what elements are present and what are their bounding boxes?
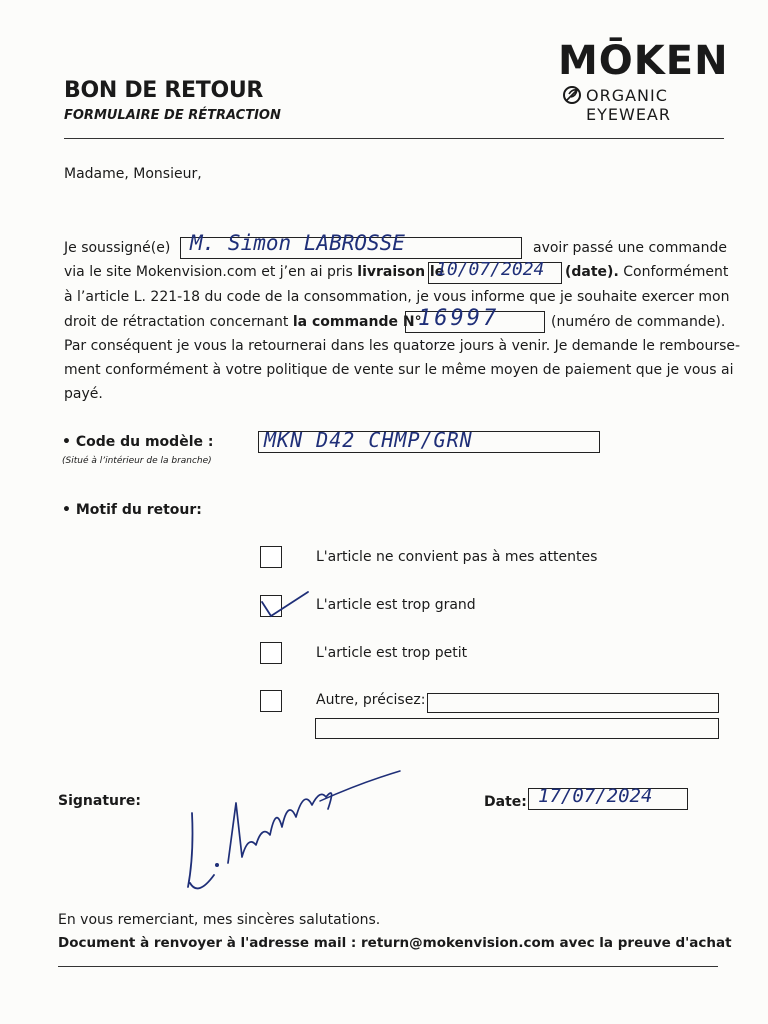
other-reason-field-2[interactable] xyxy=(315,718,719,739)
checkbox-too-small[interactable] xyxy=(260,642,282,664)
paragraph-line-2-end xyxy=(565,260,728,284)
header-divider xyxy=(64,138,724,139)
order-number-value: 16997 xyxy=(418,306,500,331)
paragraph-line-4c: (numéro de commande). xyxy=(551,314,726,330)
other-reason-field-1[interactable] xyxy=(427,693,719,713)
leaf-icon xyxy=(562,85,582,109)
paragraph-line-4a: droit de rétractation concernant xyxy=(64,314,293,330)
delivery-date-value: 10/07/2024 xyxy=(436,259,545,280)
paragraph-line-2c: (date). xyxy=(565,264,619,280)
form-subtitle: FORMULAIRE DE RÉTRACTION xyxy=(64,108,281,123)
closing-text: En vous remerciant, mes sincères salutations. xyxy=(58,912,381,928)
paragraph-line-2d: Conformément xyxy=(618,264,729,280)
option-too-small: L'article est trop petit xyxy=(316,645,468,661)
reason-label: • Motif du retour: xyxy=(62,502,202,518)
checkbox-not-suitable[interactable] xyxy=(260,546,282,568)
option-too-big: L'article est trop grand xyxy=(316,597,476,613)
paragraph-line-1a: Je soussigné(e) xyxy=(64,240,171,256)
footer-instructions: Document à renvoyer à l'adresse mail : return@mokenvision.com avec la preuve d'achat xyxy=(58,935,732,951)
logo-tagline: ORGANIC EYEWEAR xyxy=(586,86,671,124)
name-value: M. Simon LABROSSE xyxy=(190,231,405,255)
option-other: Autre, précisez: xyxy=(316,692,426,708)
model-code-value: MKN D42 CHMP/GRN xyxy=(264,428,473,452)
signature-date-value: 17/07/2024 xyxy=(538,785,653,807)
option-not-suitable: L'article ne convient pas à mes attentes xyxy=(316,549,598,565)
paragraph-line-2b: livraison le xyxy=(357,264,445,280)
paragraph-line-7: payé. xyxy=(64,386,103,402)
model-code-note: (Situé à l’intérieur de la branche) xyxy=(62,456,212,466)
paragraph-line-6: ment conformément à votre politique de vente sur le même moyen de paiement que je vous ai xyxy=(64,362,734,378)
checkmark-icon xyxy=(256,588,316,622)
footer-divider xyxy=(58,966,718,967)
moken-logo xyxy=(558,38,733,124)
paragraph-line-5: Par conséquent je vous la retournerai dans les quatorze jours à venir. Je demande le rembourse- xyxy=(64,338,741,354)
paragraph-line-2 xyxy=(64,260,444,284)
handwritten-signature xyxy=(170,765,410,905)
paragraph-line-2a: via le site Mokenvision.com et j’en ai pris xyxy=(64,264,358,280)
model-code-label: • Code du modèle : xyxy=(62,434,214,450)
signature-label: Signature: xyxy=(58,793,141,809)
greeting: Madame, Monsieur, xyxy=(64,166,202,182)
form-title: BON DE RETOUR xyxy=(64,78,264,103)
date-label: Date: xyxy=(484,794,527,810)
paragraph-line-1b: avoir passé une commande xyxy=(533,240,727,256)
paragraph-line-3: à l’article L. 221-18 du code de la consommation, je vous informe que je souhaite exercer mon xyxy=(64,289,730,305)
logo-wordmark: MŌKEN xyxy=(558,38,729,84)
paragraph-line-4 xyxy=(64,310,422,334)
checkbox-other[interactable] xyxy=(260,690,282,712)
paragraph-line-4b: la commande N° xyxy=(292,314,422,330)
